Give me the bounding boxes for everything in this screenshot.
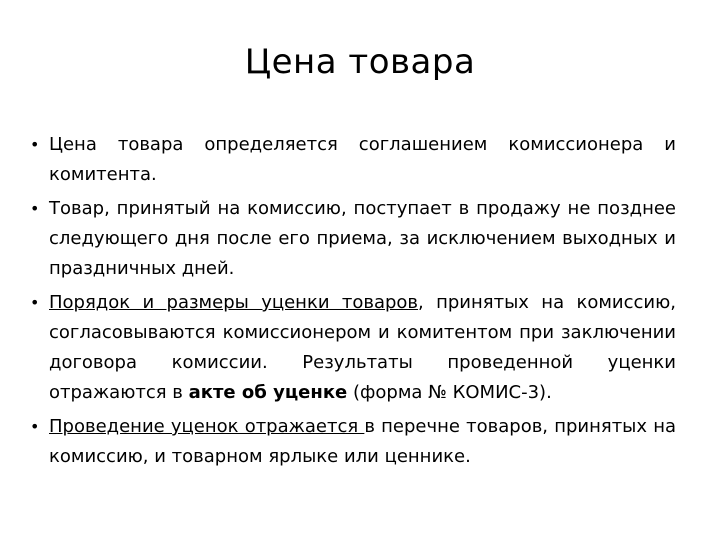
bullet-text: (форма № КОМИС-3).	[347, 382, 552, 403]
bullet-item-markdown-record	[30, 412, 676, 472]
bullet-icon: •	[30, 417, 40, 436]
bullet-item-price	[30, 130, 676, 190]
slide-title: Цена товара	[244, 42, 476, 82]
underlined-phrase: Порядок и размеры уценки товаров	[49, 292, 419, 313]
bullet-text: Цена товара определяется соглашением комиссионера и комитента.	[49, 134, 676, 185]
bullet-list	[30, 130, 676, 476]
bold-phrase: акте об уценке	[188, 382, 348, 403]
bullet-item-sale-timing	[30, 194, 676, 284]
bullet-icon: •	[30, 293, 40, 312]
bullet-icon: •	[30, 135, 40, 154]
bullet-icon: •	[30, 199, 40, 218]
bullet-text: в перечне товаров, принятых на комиссию, и товарном ярлыке или ценнике.	[49, 416, 677, 467]
bullet-text: , принятых на комиссию, согласовываются комиссионером и комитентом при заключении договора комиссии. Результаты проведенной уценки отражаются в	[49, 292, 676, 403]
underlined-phrase: Проведение уценок отражается	[49, 416, 365, 437]
bullet-text: Товар, принятый на комиссию, поступает в продажу не позднее следующего дня после его приема, за исключением выходных и праздничных дней.	[49, 198, 676, 279]
bullet-item-markdown-order	[30, 288, 676, 408]
